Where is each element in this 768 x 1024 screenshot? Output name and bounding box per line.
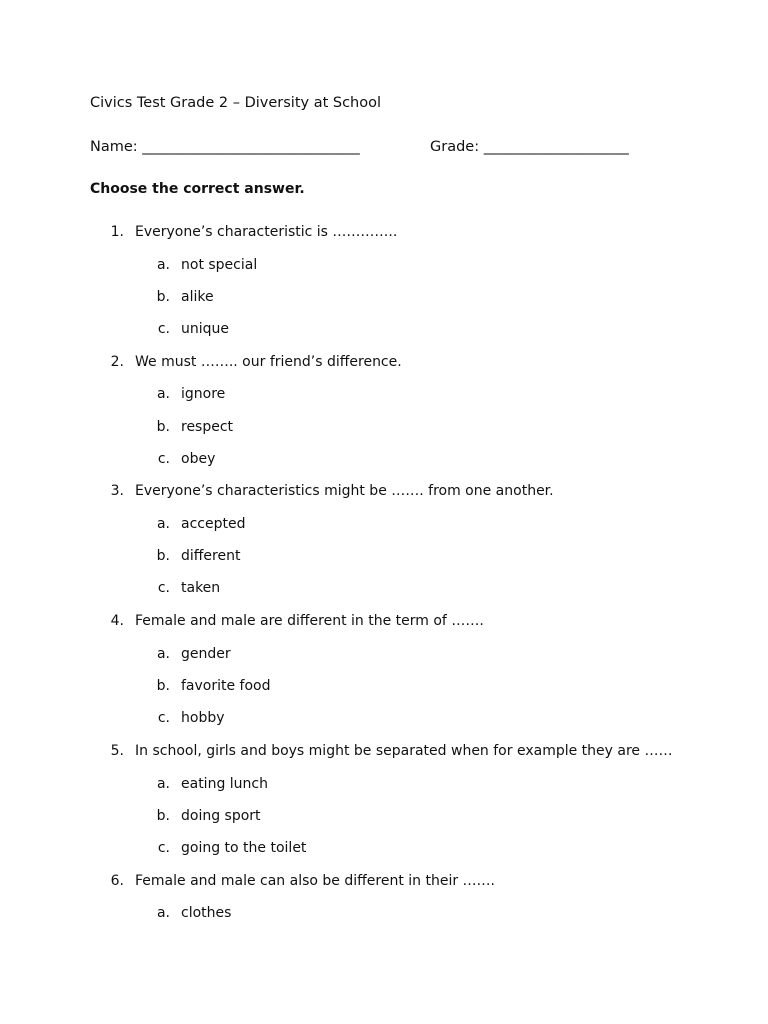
grade-field: Grade: ____________________ [430, 139, 629, 155]
option-text: doing sport [181, 808, 261, 824]
option-letter: c. [157, 321, 170, 337]
option-text: not special [181, 257, 258, 273]
question-number: 2. [110, 354, 124, 370]
question-3 [0, 483, 768, 503]
option-letter: a. [156, 516, 170, 532]
option-text: taken [181, 580, 221, 596]
instruction-text: Choose the correct answer. [90, 181, 305, 197]
option-text: unique [181, 321, 230, 337]
option-letter: b. [156, 548, 170, 564]
question-number: 1. [110, 224, 124, 240]
option-letter: b. [156, 289, 170, 305]
option-text: gender [181, 646, 231, 662]
page-title: Civics Test Grade 2 – Diversity at School [90, 95, 382, 111]
question-1 [0, 224, 768, 244]
option-text: obey [181, 451, 216, 467]
option-text: going to the toilet [181, 840, 307, 856]
name-field: Name: ______________________________ [90, 139, 360, 155]
option-letter: a. [156, 386, 170, 402]
question-5-option-a [0, 776, 768, 796]
question-5-option-c [0, 840, 768, 860]
option-letter: c. [157, 840, 170, 856]
option-letter: a. [156, 646, 170, 662]
question-1-option-a [0, 257, 768, 277]
option-letter: a. [156, 257, 170, 273]
question-number: 3. [110, 483, 124, 499]
question-text: In school, girls and boys might be separated when for example they are …… [135, 743, 673, 759]
option-letter: b. [156, 808, 170, 824]
question-text: Everyone’s characteristics might be ……. from one another. [135, 483, 554, 499]
question-2-option-a [0, 386, 768, 406]
option-text: ignore [181, 386, 226, 402]
question-5 [0, 743, 768, 763]
question-6 [0, 873, 768, 893]
question-5-option-b [0, 808, 768, 828]
question-number: 5. [110, 743, 124, 759]
option-text: alike [181, 289, 214, 305]
question-4-option-b [0, 678, 768, 698]
question-text: Female and male are different in the term of ……. [135, 613, 484, 629]
question-number: 4. [110, 613, 124, 629]
option-text: hobby [181, 710, 225, 726]
question-1-option-c [0, 321, 768, 341]
option-text: clothes [181, 905, 232, 921]
question-6-option-a [0, 905, 768, 925]
option-letter: a. [156, 905, 170, 921]
question-4 [0, 613, 768, 633]
option-letter: a. [156, 776, 170, 792]
question-1-option-b [0, 289, 768, 309]
question-number: 6. [110, 873, 124, 889]
option-text: favorite food [181, 678, 271, 694]
question-2-option-c [0, 451, 768, 471]
option-letter: b. [156, 419, 170, 435]
question-text: We must …….. our friend’s difference. [135, 354, 402, 370]
question-text: Everyone’s characteristic is ………….. [135, 224, 398, 240]
question-4-option-c [0, 710, 768, 730]
question-text: Female and male can also be different in their ……. [135, 873, 496, 889]
option-text: respect [181, 419, 234, 435]
option-text: different [181, 548, 241, 564]
option-text: accepted [181, 516, 246, 532]
option-letter: c. [157, 451, 170, 467]
question-2-option-b [0, 419, 768, 439]
option-letter: c. [157, 710, 170, 726]
question-4-option-a [0, 646, 768, 666]
option-letter: b. [156, 678, 170, 694]
option-letter: c. [157, 580, 170, 596]
question-3-option-c [0, 580, 768, 600]
question-3-option-a [0, 516, 768, 536]
question-2 [0, 354, 768, 374]
question-3-option-b [0, 548, 768, 568]
option-text: eating lunch [181, 776, 268, 792]
